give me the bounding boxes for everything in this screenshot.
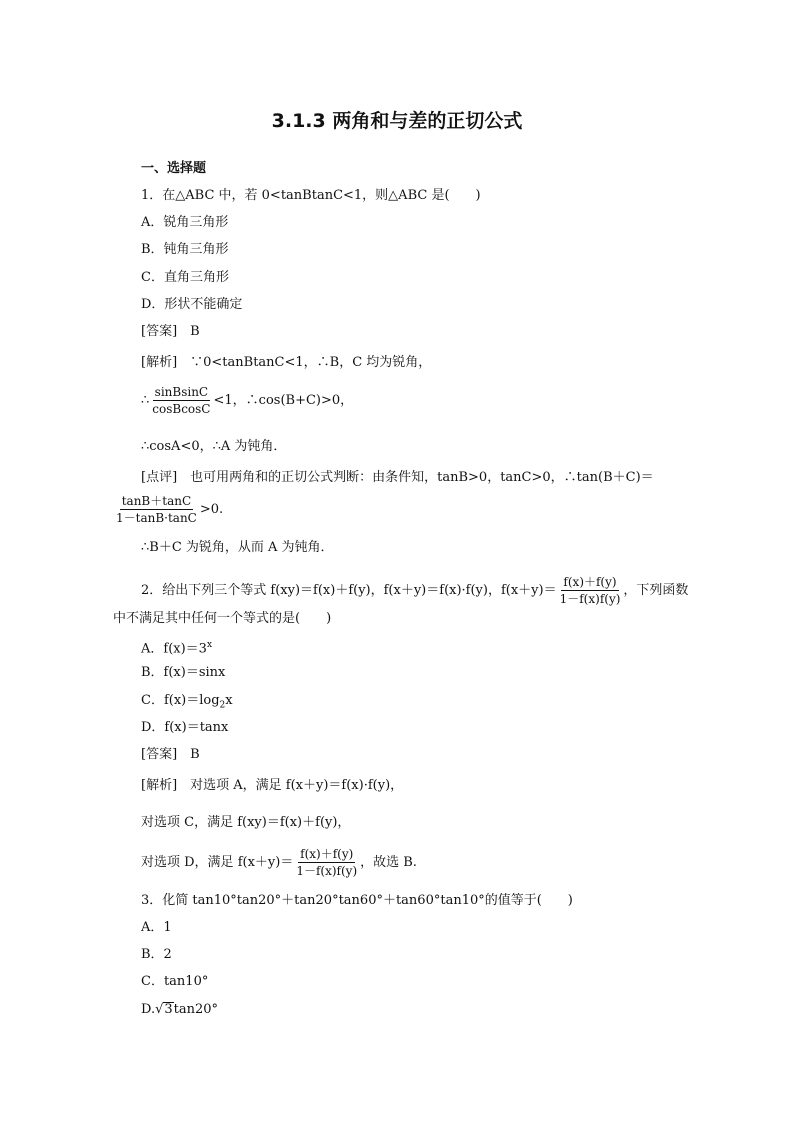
q1-comment: [点评] 也可用两角和的正切公式判断：由条件知，tanB>0，tanC>0，∴tan(B＋C)＝ xyxy=(141,470,654,485)
fraction-numerator: f(x)＋f(y) xyxy=(300,847,354,861)
q2-analysis-prefix: 对选项 D，满足 f(x＋y)＝ xyxy=(141,855,294,870)
q1-analysis-line3: ∴cosA<0，∴A 为钝角． xyxy=(141,439,287,454)
q3-option-d-tail: tan20° xyxy=(173,1002,219,1017)
q2-option-c-tail: x xyxy=(225,693,233,708)
q3-option-d-root: 3 xyxy=(164,1002,173,1017)
page-title: 3.1.3 两角和与差的正切公式 xyxy=(271,110,523,132)
q1-analysis-line1: [解析] ∵0<tanBtanC<1，∴B，C 均为锐角， xyxy=(141,355,432,370)
q1-analysis-line2 xyxy=(141,385,353,416)
section-heading: 一、选择题 xyxy=(141,161,207,176)
q1-comment-suffix: >0. xyxy=(199,502,224,517)
q2-stem-part-a: 2．给出下列三个等式 f(xy)＝f(x)＋f(y)，f(x＋y)＝f(x)·f(y)，f(x＋y)＝ xyxy=(141,583,557,598)
q2-analysis-fraction xyxy=(294,847,359,878)
q2-analysis-line3 xyxy=(141,847,417,878)
q2-analysis-line1: [解析] 对选项 A，满足 f(x＋y)＝f(x)·f(y)， xyxy=(141,778,404,793)
q1-stem: 1．在△ABC 中，若 0<tanBtanC<1，则△ABC 是( ) xyxy=(141,188,481,203)
q3-stem: 3．化简 tan10°tan20°＋tan20°tan60°＋tan60°tan10°的值等于( ) xyxy=(141,893,573,908)
q1-analysis-prefix: ∴ xyxy=(141,393,150,408)
fraction-denominator: 1－f(x)f(y) xyxy=(559,592,621,606)
sqrt-icon: √ xyxy=(155,1002,164,1017)
q3-option-c: C．tan10° xyxy=(141,974,209,989)
fraction-numerator: tanB＋tanC xyxy=(121,494,192,508)
q1-option-c: C．直角三角形 xyxy=(141,270,229,285)
fraction-denominator: cosBcosC xyxy=(152,402,211,416)
q1-answer: [答案] B xyxy=(141,324,200,339)
q1-option-d: D．形状不能确定 xyxy=(141,297,243,312)
fraction-denominator: 1－f(x)f(y) xyxy=(296,864,358,878)
q2-option-b: B．f(x)＝sinx xyxy=(141,665,226,680)
q3-option-d xyxy=(141,1001,218,1018)
fraction-numerator: sinBsinC xyxy=(154,385,209,399)
q2-option-a-exponent: x xyxy=(206,640,213,650)
q1-analysis-suffix: <1，∴cos(B+C)>0， xyxy=(213,393,354,408)
q3-option-d-prefix: D. xyxy=(141,1002,156,1017)
fraction-numerator: f(x)＋f(y) xyxy=(563,575,617,589)
q2-option-d: D．f(x)＝tanx xyxy=(141,720,229,735)
q1-comment-fraction-line xyxy=(113,494,223,525)
q3-option-a: A．1 xyxy=(141,920,172,935)
q2-analysis-suffix: ，故选 B. xyxy=(360,855,417,870)
q1-analysis-fraction xyxy=(150,385,212,416)
q2-answer: [答案] B xyxy=(141,747,200,762)
q3-option-b: B．2 xyxy=(141,947,172,962)
fraction-denominator: 1－tanB·tanC xyxy=(116,511,197,525)
q2-option-a xyxy=(141,637,212,657)
q2-option-c-base: 2 xyxy=(219,700,226,711)
q1-comment-fraction xyxy=(114,494,199,525)
q2-option-c-text: C．f(x)＝log xyxy=(141,693,220,708)
q2-stem-part-b: ，下列函数 xyxy=(623,583,689,598)
q1-option-a: A．锐角三角形 xyxy=(141,215,229,230)
q2-stem-line2: 中不满足其中任何一个等式的是( ) xyxy=(113,611,332,626)
q2-analysis-line2: 对选项 C，满足 f(xy)＝f(x)＋f(y)， xyxy=(141,815,351,830)
q2-option-a-text: A．f(x)＝3 xyxy=(141,641,207,657)
q1-option-b: B．钝角三角形 xyxy=(141,242,229,257)
q2-stem-fraction xyxy=(558,575,623,606)
q2-option-c xyxy=(141,692,233,715)
q2-stem-line1 xyxy=(141,575,688,606)
q1-comment-conclusion: ∴B＋C 为锐角，从而 A 为钝角． xyxy=(141,540,334,555)
